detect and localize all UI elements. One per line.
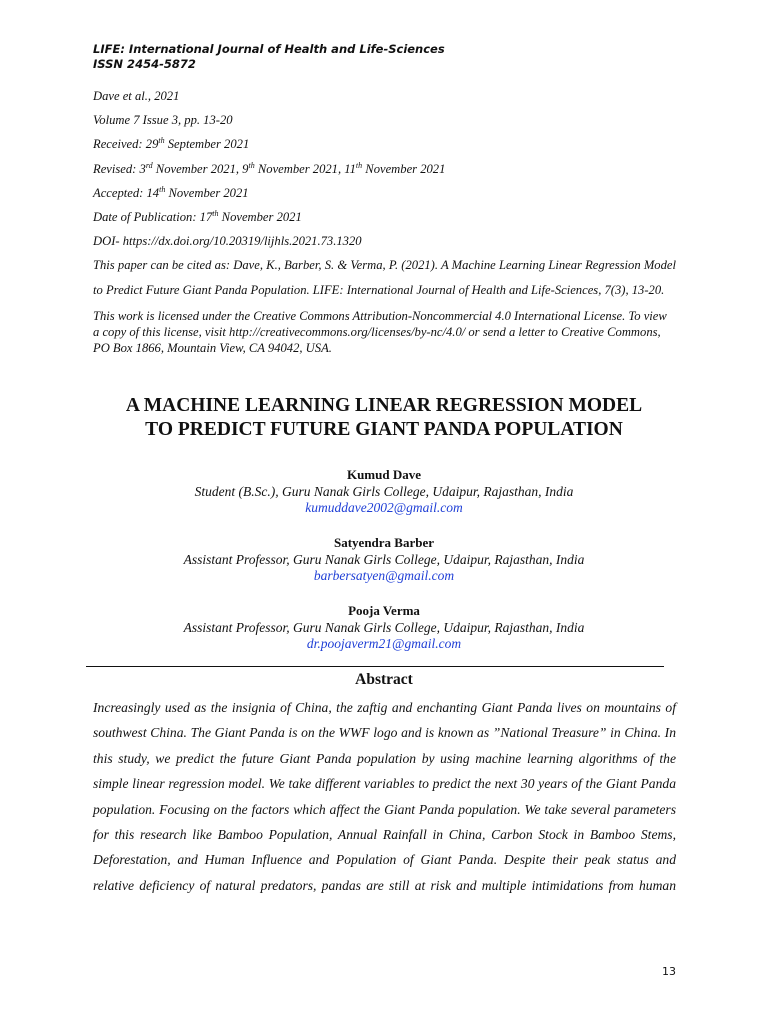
author-block (60, 603, 708, 653)
revised-dates: Revised: 3rd November 2021, 9th November 2021, 11th November 2021 (93, 160, 446, 176)
author-name: Satyendra Barber (333, 535, 435, 550)
citation-text: This paper can be cited as: Dave, K., Barber, S. & Verma, P. (2021). A Machine Learning Linear Regression Model to Predict Future Giant Panda Population. LIFE: International Journal of Health and Life-Sciences, 7(3), 13-20. (93, 258, 676, 297)
abstract-heading: Abstract (355, 671, 413, 688)
author-block (60, 467, 708, 517)
journal-issn: ISSN 2454-5872 (93, 57, 196, 71)
section-divider (86, 666, 664, 667)
author-email[interactable]: kumuddave2002@gmail.com (305, 500, 463, 515)
author-block (60, 535, 708, 585)
received-date: Received: 29th September 2021 (93, 136, 250, 152)
paper-title-line-2: TO PREDICT FUTURE GIANT PANDA POPULATION (145, 419, 623, 440)
publication-date: Date of Publication: 17th November 2021 (93, 208, 302, 224)
volume-info: Volume 7 Issue 3, pp. 13-20 (93, 113, 233, 128)
author-name: Pooja Verma (348, 603, 420, 618)
doi-link[interactable]: DOI- https://dx.doi.org/10.20319/lijhls.2021.73.1320 (93, 234, 362, 249)
paper-title (60, 394, 708, 442)
journal-name: LIFE: International Journal of Health and Life-Sciences (93, 42, 445, 56)
article-metadata (93, 86, 676, 356)
author-affiliation: Assistant Professor, Guru Nanak Girls College, Udaipur, Rajasthan, India (183, 619, 585, 635)
authors-short: Dave et al., 2021 (93, 89, 180, 103)
author-email[interactable]: barbersatyen@gmail.com (313, 568, 455, 583)
page-number: 13 (662, 965, 676, 978)
author-affiliation: Assistant Professor, Guru Nanak Girls College, Udaipur, Rajasthan, India (183, 551, 585, 567)
paper-title-line-1: A MACHINE LEARNING LINEAR REGRESSION MODEL (125, 395, 643, 416)
author-name: Kumud Dave (346, 467, 422, 482)
author-affiliation: Student (B.Sc.), Guru Nanak Girls College, Udaipur, Rajasthan, India (194, 483, 574, 499)
license-text: This work is licensed under the Creative Commons Attribution-Noncommercial 4.0 International License. To view a copy of this license, visit http://creativecommons.org/licenses/by-nc/4.0/ or send a letter to Creative Commons, PO Box 1866, Mountain View, CA 94042, USA. (93, 308, 667, 355)
author-email[interactable]: dr.poojaverm21@gmail.com (306, 636, 462, 651)
abstract-text: Increasingly used as the insignia of China, the zaftig and enchanting Giant Panda lives on mountains of southwest China. The Giant Panda is on the WWF logo and is known as ”National Treasure” in China. In this study, we predict the future Giant Panda population by using machine learning algorithms of the simple linear regression model. We take different variables to predict the next 30 years of the Giant Panda population. Focusing on the factors which affect the Giant Panda population. We take several parameters for this research like Bamboo Population, Annual Rainfall in China, Carbon Stock in Bamboo Stems, Deforestation, and Human Influence and Population of Giant Panda. Despite their peak status and relative deficiency of natural predators, pandas are still at risk and multiple intimidations from human (93, 700, 676, 893)
accepted-date: Accepted: 14th November 2021 (93, 184, 249, 200)
journal-header (93, 42, 445, 72)
